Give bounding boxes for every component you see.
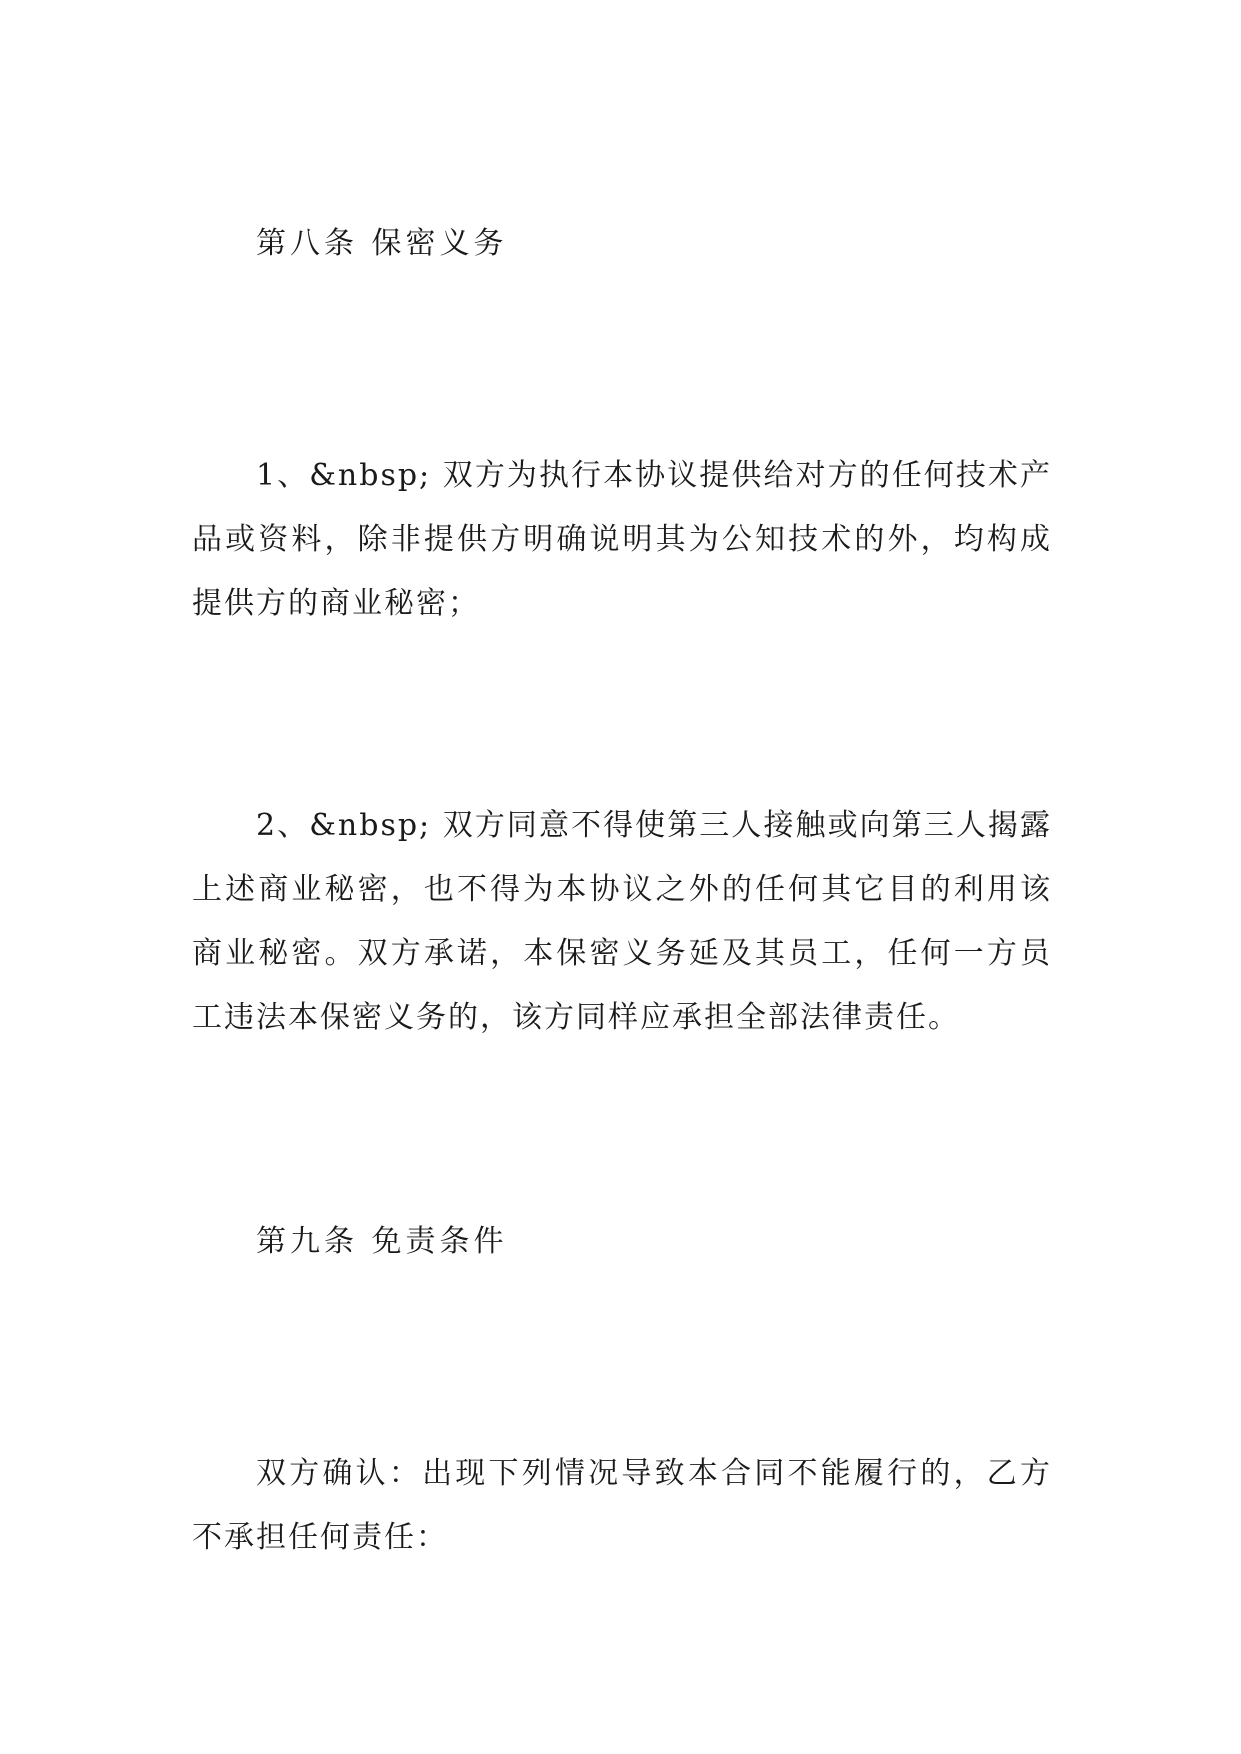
section-9-intro: 双方确认：出现下列情况导致本合同不能履行的，乙方不承担任何责任： (192, 1456, 1052, 1555)
section-9-heading: 第九条 免责条件 (256, 1224, 508, 1259)
section-8-clause-2: 2、&nbsp; 双方同意不得使第三人接触或向第三人揭露上述商业秘密，也不得为本协议之外的任何其它目的利用该商业秘密。双方承诺，本保密义务延及其员工，任何一方员工违法本保密义务的，该方同样应承担全部法律责任。 (192, 808, 1052, 1035)
section-8-clause-1: 1、&nbsp; 双方为执行本协议提供给对方的任何技术产品或资料，除非提供方明确说明其为公知技术的外，均构成提供方的商业秘密； (192, 458, 1052, 621)
section-8-heading: 第八条 保密义务 (256, 226, 508, 261)
